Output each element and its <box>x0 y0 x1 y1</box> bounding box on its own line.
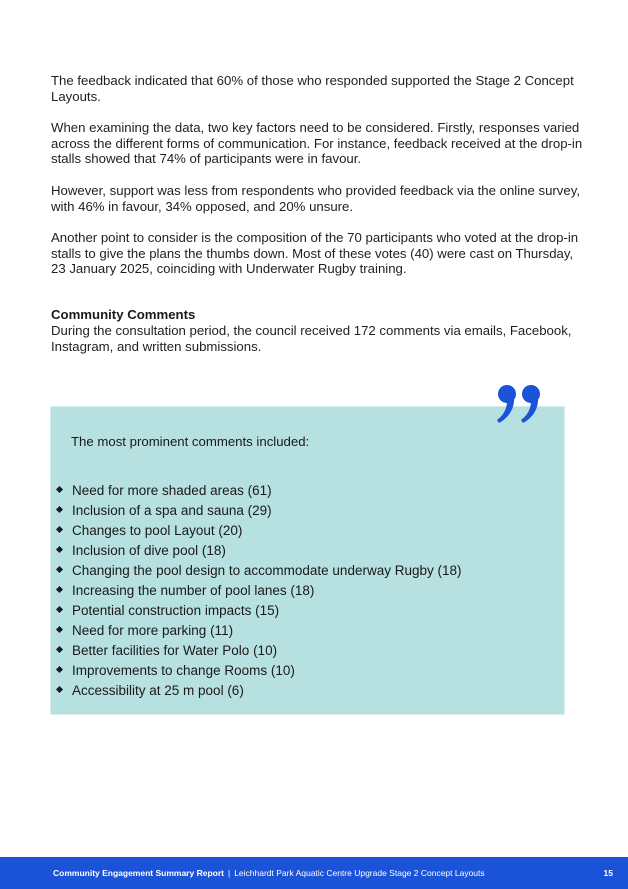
diamond-bullet-icon <box>56 546 63 553</box>
list-item <box>57 481 462 501</box>
diamond-bullet-icon <box>56 486 63 493</box>
list-item <box>57 601 462 621</box>
page-footer <box>0 857 628 889</box>
list-item-text: Need for more parking (11) <box>72 623 234 638</box>
list-item-text: Better facilities for Water Polo (10) <box>72 643 278 658</box>
list-item-text: Changes to pool Layout (20) <box>72 523 243 538</box>
list-item <box>57 681 462 701</box>
section-title: Community Comments <box>51 307 196 322</box>
diamond-bullet-icon <box>56 626 63 633</box>
list-item-text: Potential construction impacts (15) <box>72 603 280 618</box>
quote-mark-icon <box>496 383 544 427</box>
list-item-text: Changing the pool design to accommodate underway Rugby (18) <box>72 563 462 578</box>
list-item-text: Accessibility at 25 m pool (6) <box>72 683 244 698</box>
list-item-text: Need for more shaded areas (61) <box>72 483 272 498</box>
diamond-bullet-icon <box>56 646 63 653</box>
list-item <box>57 621 462 641</box>
comments-callout <box>50 406 565 715</box>
section-body: During the consultation period, the council received 172 comments via emails, Facebook, Instagram, and written submissions. <box>51 323 572 354</box>
list-item <box>57 521 462 541</box>
intro-section <box>51 73 591 293</box>
list-item <box>57 541 462 561</box>
diamond-bullet-icon <box>56 666 63 673</box>
list-item <box>57 641 462 661</box>
list-item-text: Increasing the number of pool lanes (18) <box>72 583 315 598</box>
list-item <box>57 501 462 521</box>
list-item <box>57 581 462 601</box>
list-item-text: Inclusion of a spa and sauna (29) <box>72 503 272 518</box>
footer-text <box>53 868 485 878</box>
footer-subtitle: Leichhardt Park Aquatic Centre Upgrade Stage 2 Concept Layouts <box>234 868 485 878</box>
list-item <box>57 561 462 581</box>
list-item-text: Inclusion of dive pool (18) <box>72 543 226 558</box>
footer-separator: | <box>227 868 231 878</box>
paragraph: However, support was less from respondents who provided feedback via the online survey, with 46% in favour, 34% opposed, and 20% unsure. <box>51 182 580 214</box>
comments-list <box>57 481 462 701</box>
diamond-bullet-icon <box>56 686 63 693</box>
diamond-bullet-icon <box>56 526 63 533</box>
paragraph: The feedback indicated that 60% of those who responded supported the Stage 2 Concept Layouts. <box>51 73 574 104</box>
callout-intro: The most prominent comments included: <box>71 434 310 449</box>
list-item-text: Improvements to change Rooms (10) <box>72 663 295 678</box>
page-number: 15 <box>603 868 613 878</box>
diamond-bullet-icon <box>56 606 63 613</box>
diamond-bullet-icon <box>56 566 63 573</box>
diamond-bullet-icon <box>56 586 63 593</box>
list-item <box>57 661 462 681</box>
paragraph: When examining the data, two key factors need to be considered. Firstly, responses varied across the different forms of communication. For instance, feedback received at the drop-in stalls showed that 74% of participants were in favour. <box>51 120 583 167</box>
footer-report-title: Community Engagement Summary Report <box>53 868 224 878</box>
paragraph: Another point to consider is the composition of the 70 participants who voted at the drop-in stalls to give the plans the thumbs down. Most of these votes (40) were cast on Thursday, 23 January 2025, coinciding with Underwater Rugby training. <box>51 230 579 277</box>
diamond-bullet-icon <box>56 506 63 513</box>
